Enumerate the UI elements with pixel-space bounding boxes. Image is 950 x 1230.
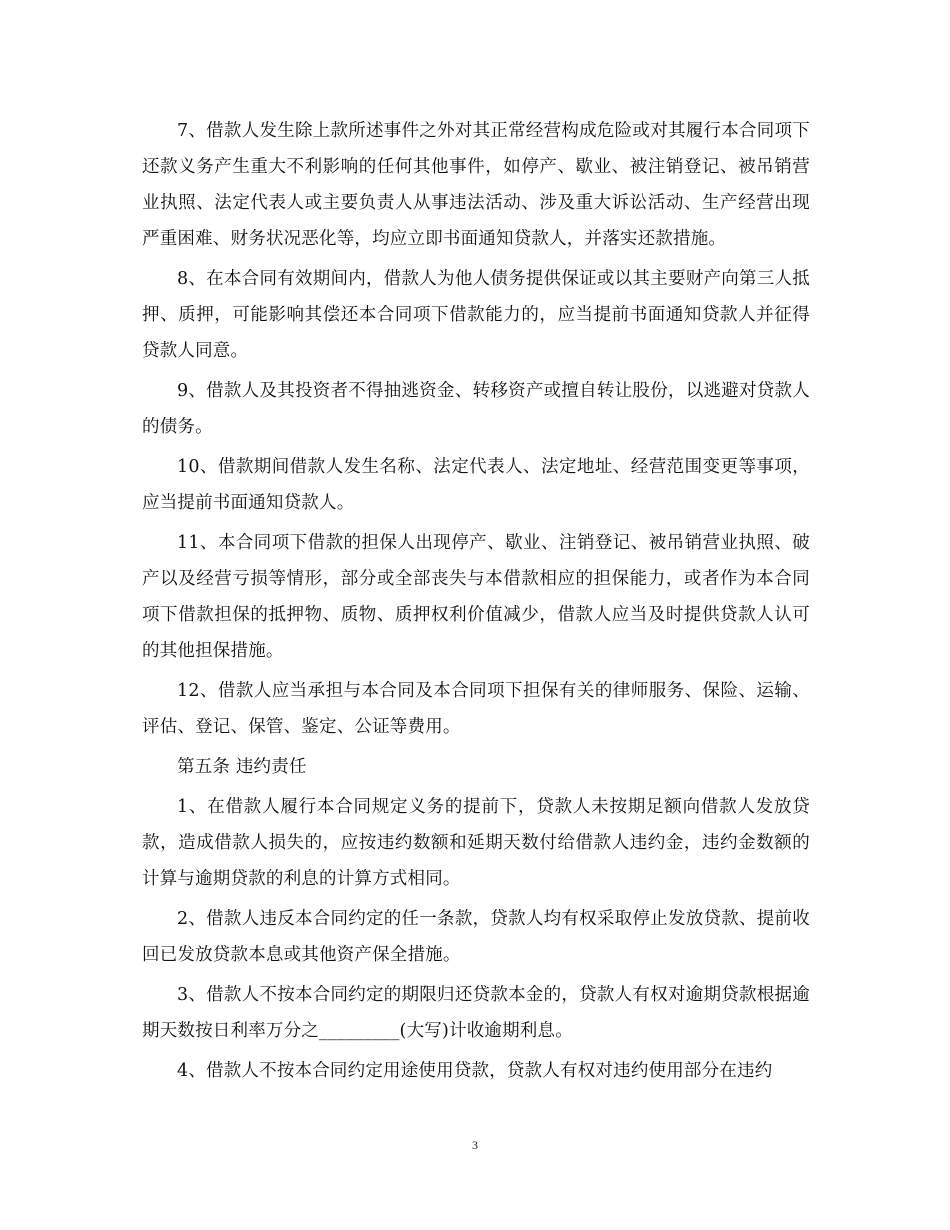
section-heading: 第五条 违约责任 [177, 757, 307, 777]
liability-clause-4: 4、借款人不按本合同约定用途使用贷款，贷款人有权对违约使用部分在违约 [177, 1061, 773, 1081]
liability-clause-3: 3、借款人不按本合同约定的期限归还贷款本金的，贷款人有权对逾期贷款根据逾期天数按日利率万分之_________(大写)计收逾期利息。 [142, 985, 810, 1041]
liability-clause-2: 2、借款人违反本合同约定的任一条款，贷款人均有权采取停止发放贷款、提前收回已发放贷款本息或其他资产保全措施。 [142, 909, 810, 965]
clause-10: 10、借款期间借款人发生名称、法定代表人、法定地址、经营范围变更等事项，应当提前书面通知贷款人。 [142, 457, 810, 513]
clause-9: 9、借款人及其投资者不得抽逃资金、转移资产或擅自转让股份，以逃避对贷款人的债务。 [142, 381, 810, 437]
document-body [142, 113, 810, 1093]
page-number: 3 [472, 1138, 478, 1152]
clause-8: 8、在本合同有效期间内，借款人为他人债务提供保证或以其主要财产向第三人抵押、质押，可能影响其偿还本合同项下借款能力的，应当提前书面通知贷款人并征得贷款人同意。 [142, 269, 810, 361]
clause-12: 12、借款人应当承担与本合同及本合同项下担保有关的律师服务、保险、运输、评估、登记、保管、鉴定、公证等费用。 [142, 681, 810, 737]
clause-11: 11、本合同项下借款的担保人出现停产、歇业、注销登记、被吊销营业执照、破产以及经营亏损等情形，部分或全部丧失与本借款相应的担保能力，或者作为本合同项下借款担保的抵押物、质物、质押权利价值减少，借款人应当及时提供贷款人认可的其他担保措施。 [142, 533, 810, 661]
liability-clause-1: 1、在借款人履行本合同规定义务的提前下，贷款人未按期足额向借款人发放贷款，造成借款人损失的，应按违约数额和延期天数付给借款人违约金，违约金数额的计算与逾期贷款的利息的计算方式相同。 [142, 797, 810, 889]
clause-7: 7、借款人发生除上款所述事件之外对其正常经营构成危险或对其履行本合同项下还款义务产生重大不利影响的任何其他事件，如停产、歇业、被注销登记、被吊销营业执照、法定代表人或主要负责人从事违法活动、涉及重大诉讼活动、生产经营出现严重困难、财务状况恶化等，均应立即书面通知贷款人，并落实还款措施。 [142, 121, 810, 249]
